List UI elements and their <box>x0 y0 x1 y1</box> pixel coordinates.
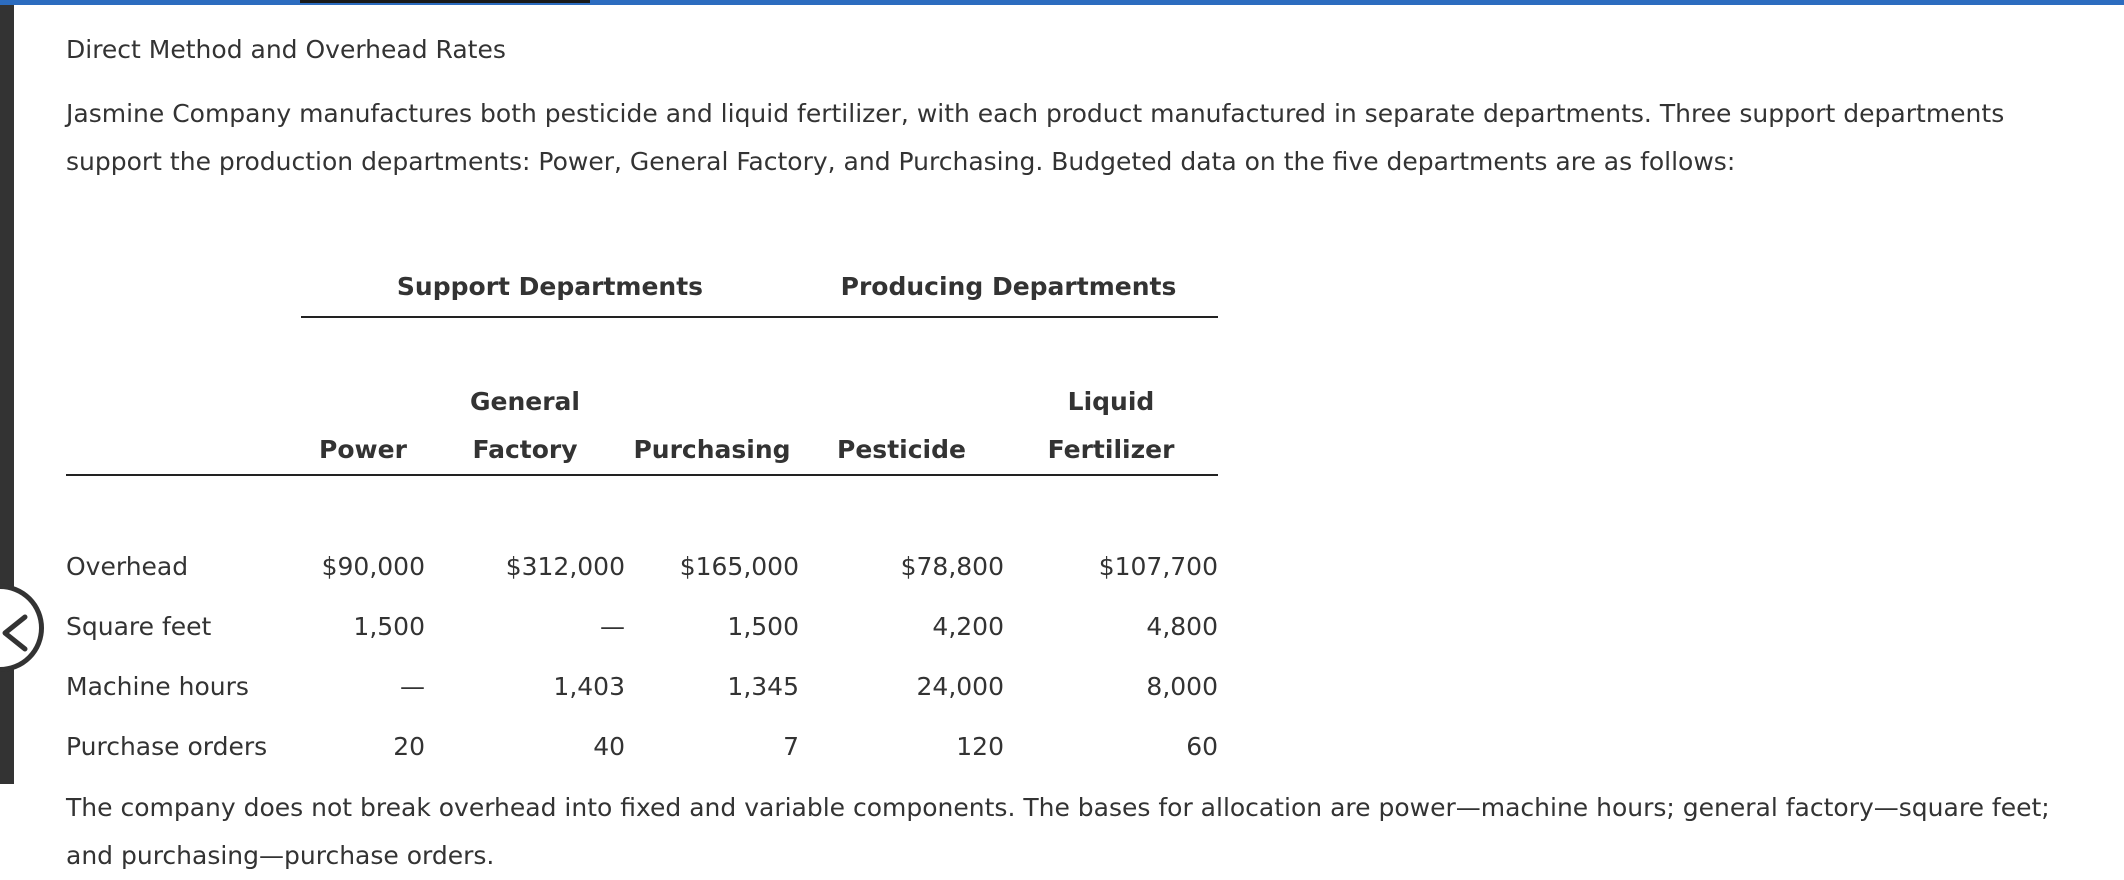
problem-title: Direct Method and Overhead Rates <box>66 35 506 64</box>
cell-value: $107,700 <box>1098 551 1218 581</box>
cell-value: 4,800 <box>1146 611 1218 641</box>
cell-value: 1,403 <box>553 671 625 701</box>
problem-intro: Jasmine Company manufactures both pesticide and liquid fertilizer, with each product manufactured in separate departments. Three support departments support the production departments: Power, General Factory, and Purchasing. Budgeted data on the five departments are as follows: <box>66 99 2005 176</box>
cell-value: $312,000 <box>505 551 625 581</box>
table-row <box>66 536 1218 596</box>
producing-departments-header: Producing Departments <box>840 271 1177 301</box>
col-pesticide: Pesticide <box>837 435 966 464</box>
cell-value: 4,200 <box>932 611 1004 641</box>
column-header-row <box>66 378 1218 475</box>
cell-value: 1,345 <box>727 671 799 701</box>
cell-value: 1,500 <box>353 611 425 641</box>
cell-value: $78,800 <box>900 551 1004 581</box>
row-label: Square feet <box>66 611 212 641</box>
collapse-panel-button[interactable] <box>0 584 44 672</box>
support-departments-header: Support Departments <box>396 271 704 301</box>
cell-value: 7 <box>783 731 799 761</box>
cell-value: — <box>400 671 425 701</box>
col-purchasing: Purchasing <box>633 435 791 464</box>
cell-value: — <box>600 611 625 641</box>
cell-value: $165,000 <box>679 551 799 581</box>
table-row <box>66 596 1218 656</box>
top-edge-fragment <box>300 0 590 3</box>
problem-content <box>66 26 2096 880</box>
cell-value: 20 <box>393 731 425 761</box>
cell-value: $90,000 <box>321 551 425 581</box>
cell-value: 120 <box>956 731 1004 761</box>
cell-value: 60 <box>1186 731 1218 761</box>
col-power: Power <box>319 435 407 464</box>
cell-value: 8,000 <box>1146 671 1218 701</box>
col-general-factory: General Factory <box>470 387 580 464</box>
col-liquid-fertilizer: Liquid Fertilizer <box>1047 387 1175 464</box>
problem-closing: The company does not break overhead into fixed and variable components. The bases for allocation are power—machine hours; general factory—square feet; and purchasing—purchase orders. <box>66 793 2050 870</box>
cell-value: 24,000 <box>916 671 1004 701</box>
table-row <box>66 656 1218 716</box>
budget-table <box>66 256 1218 776</box>
group-header-row <box>66 256 1218 317</box>
chevron-left-icon <box>1 613 29 653</box>
table-row <box>66 716 1218 776</box>
cell-value: 40 <box>593 731 625 761</box>
group-header-rule <box>66 317 1218 378</box>
cell-value: 1,500 <box>727 611 799 641</box>
row-label: Machine hours <box>66 671 249 701</box>
row-label: Overhead <box>66 551 189 581</box>
row-label: Purchase orders <box>66 731 268 761</box>
column-header-rule <box>66 475 1218 536</box>
